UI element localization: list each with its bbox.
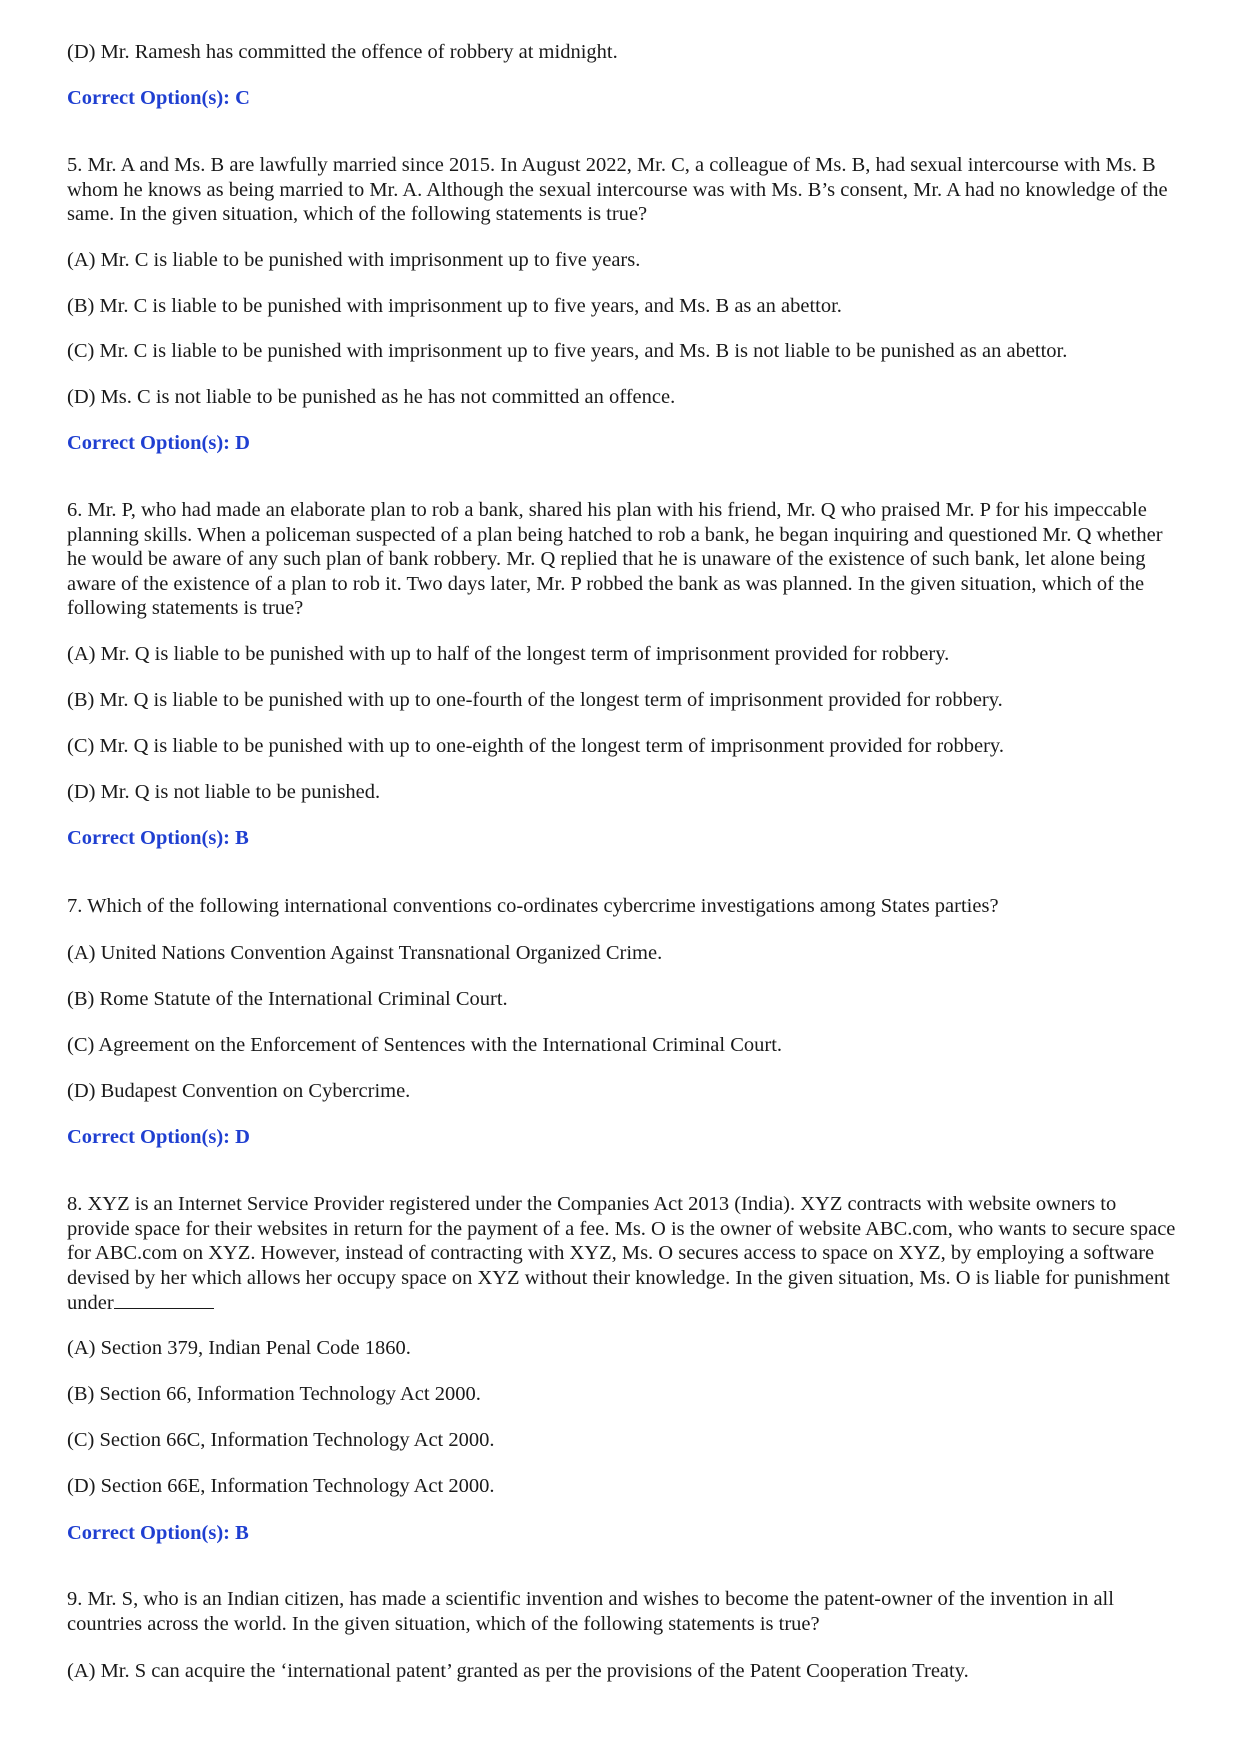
q7-option-a: (A) United Nations Convention Against Transnational Organized Crime. <box>67 942 663 964</box>
q7-option-b: (B) Rome Statute of the International Criminal Court. <box>67 988 508 1010</box>
q8-correct-option: Correct Option(s): B <box>67 1522 249 1544</box>
fill-in-blank <box>114 1290 214 1309</box>
question-9-text: 9. Mr. S, who is an Indian citizen, has made a scientific invention and wishes to become the patent-owner of the invention in all countries across the world. In the given situation, which of the following statements is true? <box>67 1588 1114 1635</box>
q7-correct-option: Correct Option(s): D <box>67 1126 250 1148</box>
q6-option-a: (A) Mr. Q is liable to be punished with up to half of the longest term of imprisonment provided for robbery. <box>67 643 950 665</box>
question-6-text: 6. Mr. P, who had made an elaborate plan to rob a bank, shared his plan with his friend, Mr. Q who praised Mr. P for his impeccable planning skills. When a policeman suspected of a plan being hatched to rob a bank, he began inquiring and questioned Mr. Q whether he would be aware of any such plan of bank robbery. Mr. Q replied that he is unaware of the existence of such bank, let alone being aware of the existence of a plan to rob it. Two days later, Mr. P robbed the bank as was planned. In the given situation, which of the following statements is true? <box>67 499 1163 619</box>
q9-option-a: (A) Mr. S can acquire the ‘international patent’ granted as per the provisions of the Patent Cooperation Treaty. <box>67 1660 969 1682</box>
q6-option-d: (D) Mr. Q is not liable to be punished. <box>67 781 381 803</box>
q8-option-b: (B) Section 66, Information Technology Act 2000. <box>67 1383 481 1405</box>
q5-option-d: (D) Ms. C is not liable to be punished as he has not committed an offence. <box>67 386 676 408</box>
prev-correct-option: Correct Option(s): C <box>67 87 250 109</box>
q6-correct-option: Correct Option(s): B <box>67 827 249 849</box>
question-8-text <box>67 1192 1177 1316</box>
q8-option-a: (A) Section 379, Indian Penal Code 1860. <box>67 1337 411 1359</box>
question-7-text: 7. Which of the following international conventions co-ordinates cybercrime investigations among States parties? <box>67 895 999 917</box>
q8-option-d: (D) Section 66E, Information Technology Act 2000. <box>67 1475 495 1497</box>
q8-text-body: 8. XYZ is an Internet Service Provider registered under the Companies Act 2013 (India). XYZ contracts with website owners to provide space for their websites in return for the payment of a fee. Ms. O is the owner of website ABC.com, who wants to secure space for ABC.com on XYZ. However, instead of contracting with XYZ, Ms. O secures access to space on XYZ, by employing a software devised by her which allows her occupy space on XYZ without their knowledge. In the given situation, Ms. O is liable for punishment under <box>67 1193 1176 1314</box>
q8-option-c: (C) Section 66C, Information Technology Act 2000. <box>67 1429 495 1451</box>
q5-option-a: (A) Mr. C is liable to be punished with imprisonment up to five years. <box>67 249 641 271</box>
question-5-text: 5. Mr. A and Ms. B are lawfully married since 2015. In August 2022, Mr. C, a colleague of Ms. B, had sexual intercourse with Ms. B whom he knows as being married to Mr. A. Although the sexual intercourse was with Ms. B’s consent, Mr. A had no knowledge of the same. In the given situation, which of the following statements is true? <box>67 154 1168 225</box>
q6-option-c: (C) Mr. Q is liable to be punished with up to one-eighth of the longest term of imprisonment provided for robbery. <box>67 735 1004 757</box>
q5-correct-option: Correct Option(s): D <box>67 432 250 454</box>
prev-option-d: (D) Mr. Ramesh has committed the offence of robbery at midnight. <box>67 41 618 63</box>
q6-option-b: (B) Mr. Q is liable to be punished with up to one-fourth of the longest term of imprisonment provided for robbery. <box>67 689 1003 711</box>
q7-option-c: (C) Agreement on the Enforcement of Sentences with the International Criminal Court. <box>67 1034 783 1056</box>
q5-option-c: (C) Mr. C is liable to be punished with imprisonment up to five years, and Ms. B is not liable to be punished as an abettor. <box>67 340 1068 362</box>
q7-option-d: (D) Budapest Convention on Cybercrime. <box>67 1080 411 1102</box>
q5-option-b: (B) Mr. C is liable to be punished with imprisonment up to five years, and Ms. B as an abettor. <box>67 295 842 317</box>
